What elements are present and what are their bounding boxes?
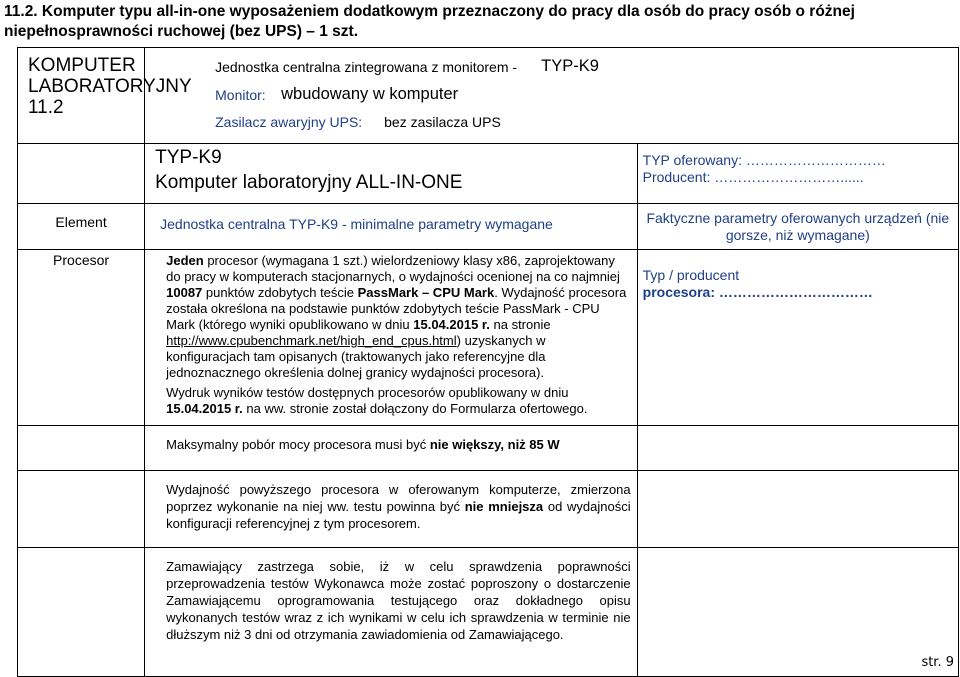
element-actual-parameters-header: Faktyczne parametry oferowanych urządzeń (nie gorsze, niż wymagane) [637, 204, 958, 250]
performance-requirement: Wydajność powyższego procesora w oferowanym komputerze, zmierzona poprzez wykonanie na niej ww. testu powinna być nie mniejsza od wydajności konfiguracji referencyjnej z tym procesorem. [145, 471, 638, 548]
product-title-line-2: LABORATORYJNY [28, 76, 192, 97]
specification-table [17, 47, 959, 677]
unit-label: Jednostka centralna zintegrowana z monitorem - [215, 59, 518, 75]
ups-label: Zasilacz awaryjny UPS: [215, 114, 363, 130]
printout-date: 15.04.2015 r. [166, 401, 243, 416]
product-title-line-3: 11.2 [28, 97, 64, 118]
page-number: str. 9 [921, 655, 954, 670]
verification-clause: Zamawiający zastrzega sobie, iż w celu sprawdzenia poprawności przeprowadzenia testów Wykonawca może zostać poproszony o dostarczenie Zamawiającemu oprogramowania testującego oraz dokładnego opisu wykonanych testów wraz z ich wynikami w celu ich sprawdzenia w terminie nie dłuższym niż 3 dni od otrzymania zawiadomienia od Zamawiającego. [145, 548, 638, 677]
product-title-cell [18, 48, 192, 144]
type-title-cell [145, 144, 638, 204]
procesor-power-row [18, 426, 959, 471]
section-heading-line-2: niepełnosprawności ruchowej (bez UPS) – 1 szt. [4, 23, 358, 40]
element-requirements-header: Jednostka centralna TYP-K9 - minimalne parametry wymagane [145, 204, 638, 250]
procesor-label: Procesor [18, 250, 145, 426]
monitor-label: Monitor: [215, 87, 266, 103]
unit-value: TYP-K9 [541, 57, 599, 75]
performance-threshold: nie mniejsza [464, 499, 544, 514]
header-row [18, 48, 959, 144]
procesor-value-field: procesora: …………………………… [642, 284, 873, 300]
element-row [18, 204, 959, 250]
procesor-paragraph-1: Jeden procesor (wymagana 1 szt.) wielordzeniowy klasy x86, zaprojektowany do pracy w komputerach stacjonarnych, o wydajności ocenionej na co najmniej 10087 punktów zdobytych teście PassMark – CPU Mark. Wydajność procesora została określona na podstawie punktów zdobytych teście PassMark - CPU Mark (którego wyniki opublikowano w dniu 15.04.2015 r. na stronie http://www.cpubenchmark.net/high_end_cpus.html) uzyskanych w konfiguracjach tam opisanych (traktowanych jako referencyjne dla jednoznacznego określenia dolnej granicy wydajności procesora). [166, 253, 627, 380]
offered-type-field: TYP oferowany: ………………………… [642, 152, 886, 168]
procesor-type-producer-label: Typ / producent [642, 267, 740, 283]
type-code: TYP-K9 [155, 147, 222, 168]
offered-type-cell [637, 144, 958, 204]
type-row [18, 144, 959, 204]
monitor-value: wbudowany w komputer [281, 85, 459, 103]
procesor-count: Jeden [166, 253, 204, 268]
procesor-requirements [145, 250, 638, 426]
benchmark-name: PassMark – CPU Mark [357, 285, 495, 300]
power-requirement: Maksymalny pobór mocy procesora musi być nie większy, niż 85 W [145, 426, 638, 471]
producer-field: Producent: ………………………...... [642, 169, 864, 185]
procesor-verification-row [18, 548, 959, 677]
benchmark-score: 10087 [166, 285, 203, 300]
section-heading-line-1: 11.2. Komputer typu all-in-one wyposażeniem dodatkowym przeznaczony do pracy dla osób do pracy osób o różnej [4, 3, 855, 20]
ups-value: bez zasilacza UPS [384, 114, 501, 130]
type-name: Komputer laboratoryjny ALL-IN-ONE [155, 172, 463, 193]
procesor-offered-field [637, 250, 958, 426]
procesor-performance-row [18, 471, 959, 548]
element-label: Element [18, 204, 145, 250]
procesor-row [18, 250, 959, 426]
type-row-empty-cell [18, 144, 145, 204]
unit-summary-cell [145, 48, 959, 144]
benchmark-link[interactable]: http://www.cpubenchmark.net/high_end_cpus.html [166, 333, 457, 348]
power-limit: nie większy, niż 85 W [429, 437, 560, 452]
product-title-line-1: KOMPUTER [28, 55, 136, 76]
procesor-paragraph-2: Wydruk wyników testów dostępnych procesorów opublikowany w dniu 15.04.2015 r. na ww. stronie został dołączony do Formularza ofertowego. [166, 385, 588, 416]
benchmark-date: 15.04.2015 r. [413, 317, 490, 332]
